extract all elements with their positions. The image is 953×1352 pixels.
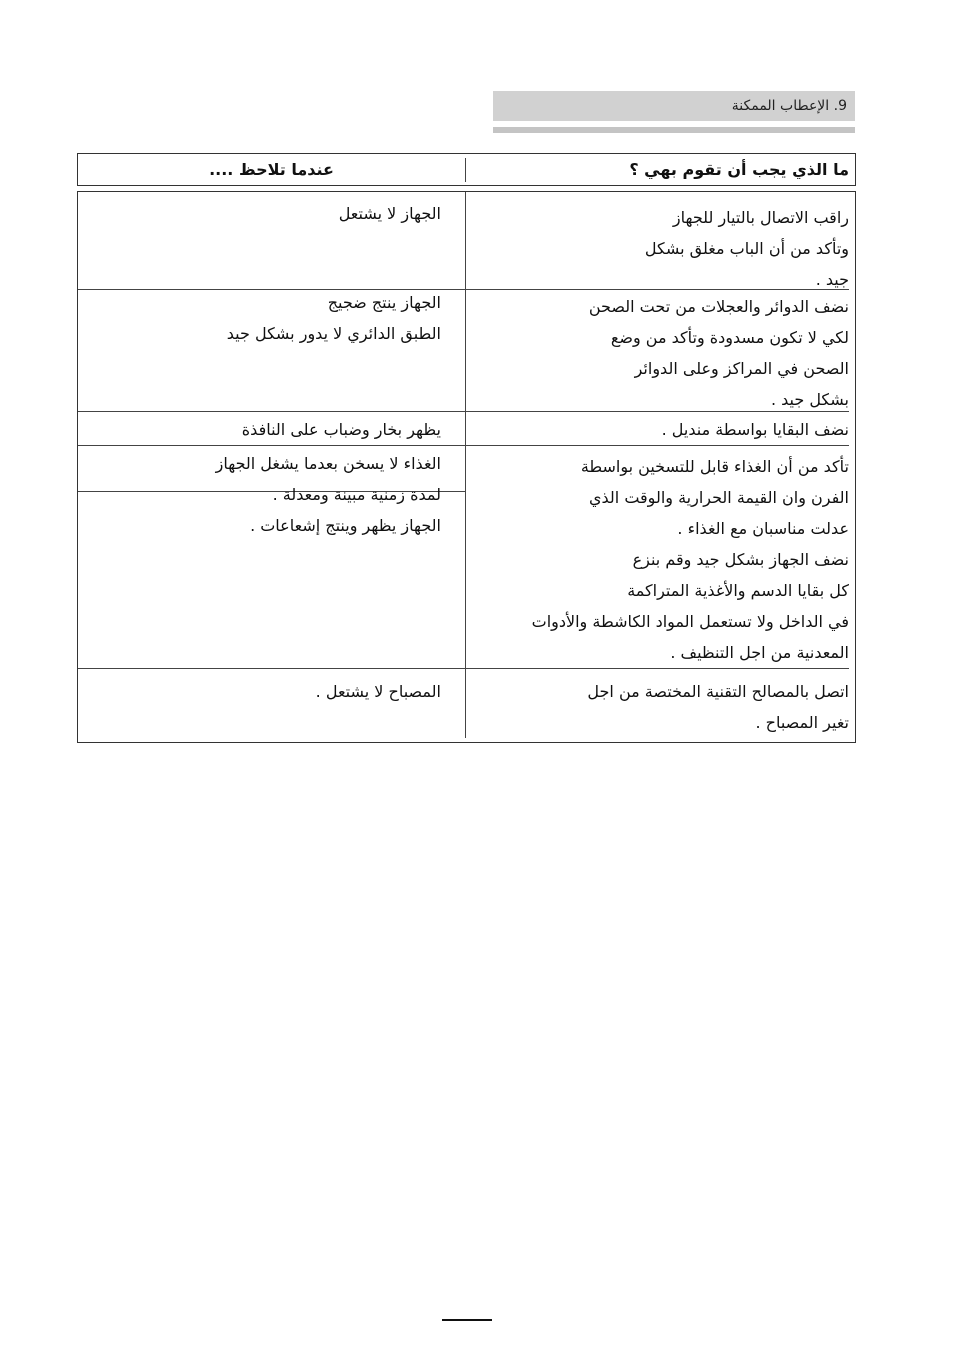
header-divider <box>465 158 466 182</box>
troubleshooting-table <box>77 191 856 743</box>
row-separator <box>78 445 849 446</box>
remedy-cell: اتصل بالمصالح التقنية المختصة من اجل تغير المصباح . <box>587 682 849 732</box>
remedy-cell: راقب الاتصال بالتيار للجهاز وتأكد من أن الباب مغلق بشكل جيد . <box>644 208 849 289</box>
section-title: 9. الإعطاب الممكنة <box>731 98 847 114</box>
remedy-cell: نضف البقايا بواسطة منديل . <box>661 420 849 439</box>
section-rule <box>493 127 855 133</box>
remedy-cell: تأكد من أن الغذاء قابل للتسخين بواسطة الفرن وان القيمة الحرارية والوقت الذي عدلت مناسبان مع الغذاء . نضف الجهاز بشكل جيد وقم بنزع كل بقايا الدسم والأغذية المتراكمة في الداخل ولا تستعمل المواد الكاشطة والأدوات المعدنية من اجل التنظيف . <box>531 457 849 662</box>
symptom-cell: يظهر بخار وضباب على النافذة <box>241 420 441 439</box>
header-what-to-do: ما الذي يجب أن تقوم بهي ؟ <box>629 160 849 179</box>
symptom-cell: المصباح لا يشتعل . <box>315 682 441 701</box>
row-separator <box>78 668 849 669</box>
table-header <box>77 153 856 186</box>
symptom-cell: الجهاز ينتج ضجيج الطبق الدائري لا يدور بشكل جيد <box>226 293 441 343</box>
symptom-cell: الغذاء لا يسخن بعدما يشغل الجهاز لمدة زمنية مبينة ومعدلة . الجهاز يظهر وينتج إشعاعات . <box>215 454 441 535</box>
symptom-cell: الجهاز لا يشتعل <box>338 204 441 223</box>
section-header <box>493 91 855 121</box>
column-divider <box>465 192 466 738</box>
page-footer-line <box>442 1319 492 1321</box>
header-when-you-notice: عندما تلاحظ .... <box>209 160 334 179</box>
remedy-cell: نضف الدوائر والعجلات من تحت الصحن لكي لا تكون مسدودة وتأكد من وضع الصحن في المراكز وعلى الدوائر بشكل جيد . <box>588 297 849 409</box>
